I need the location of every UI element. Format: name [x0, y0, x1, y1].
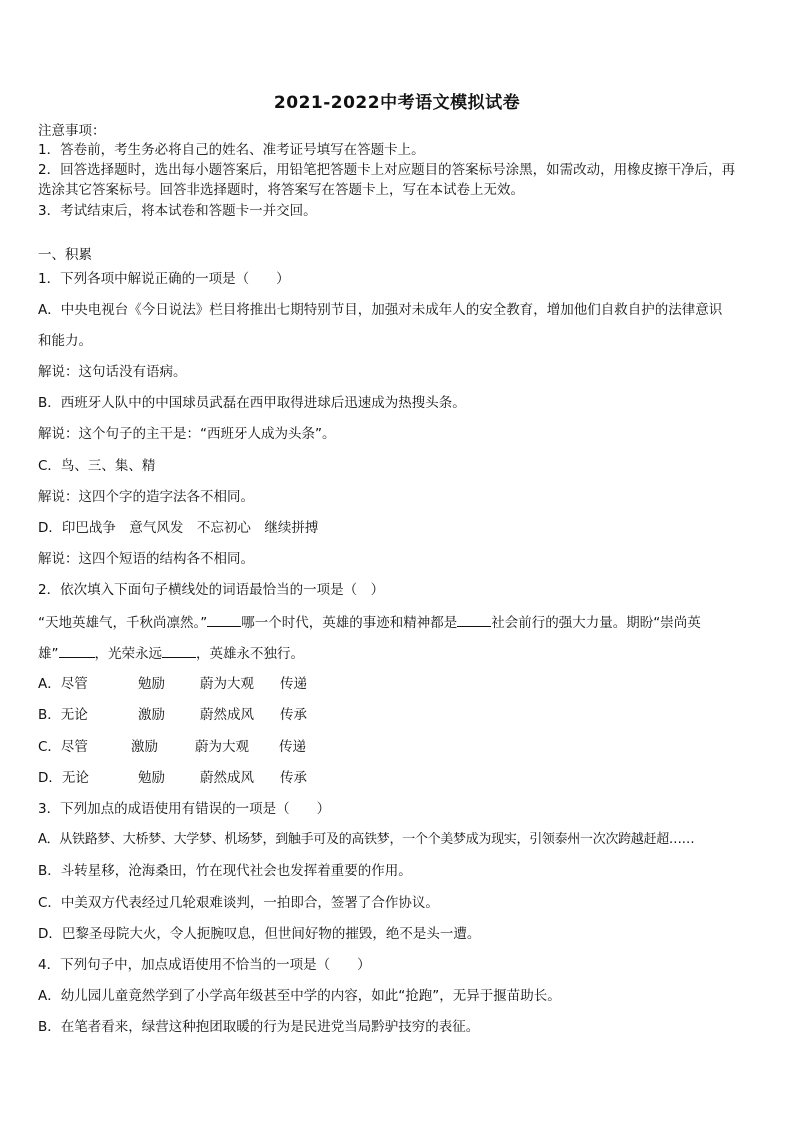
q2-text-part: 社会前行的强大力量。期盼“崇尚英: [491, 615, 701, 631]
q1-option-a-explanation: 解说：这句话没有语病。: [38, 364, 187, 380]
notice-item-2: 2．回答选择题时，选出每小题答案后，用铅笔把答题卡上对应题目的答案标号涂黑，如需改动，用橡皮擦干净后，再: [38, 162, 736, 178]
q2-text-part: ，英雄永不独行。: [196, 646, 304, 662]
section-heading: 一、积累: [38, 247, 92, 263]
q2-option-b: [38, 705, 760, 725]
q3-option-c: C．中美双方代表经过几轮艰难谈判，一拍即合，签署了合作协议。: [38, 895, 439, 911]
q1-option-b: B．西班牙人队中的中国球员武磊在西甲取得进球后迅速成为热搜头条。: [38, 395, 466, 411]
q2-text-part: 哪一个时代，英雄的事迹和精神都是: [241, 615, 458, 631]
q1-option-a-cont: 和能力。: [38, 333, 92, 349]
q2-blank-3: [59, 643, 95, 658]
q1-stem: 1．下列各项中解说正确的一项是（ ）: [38, 271, 290, 287]
option-word: 传承: [280, 707, 307, 723]
q1-option-d-explanation: 解说：这四个短语的结构各不相同。: [38, 551, 254, 567]
q2-option-a: [38, 674, 760, 694]
notice-heading: 注意事项：: [38, 123, 106, 139]
q2-option-d: [38, 768, 760, 788]
option-word: 蔚为大观: [200, 676, 254, 692]
page-title: 2021-2022中考语文模拟试卷: [273, 93, 521, 113]
option-word: 传递: [280, 676, 307, 692]
notice-item-1: 1．答卷前，考生务必将自己的姓名、准考证号填写在答题卡上。: [38, 142, 425, 158]
q2-blank-1: [207, 612, 241, 627]
q2-text-part: 雄”: [38, 646, 59, 662]
option-word: 激励: [138, 707, 165, 723]
q2-passage-line-1: [38, 612, 760, 633]
q2-blank-4: [162, 643, 196, 658]
q3-option-d: D．巴黎圣母院大火，令人扼腕叹息，但世间好物的摧毁，绝不是头一遭。: [38, 926, 481, 942]
q3-option-b: B．斗转星移，沧海桑田，竹在现代社会也发挥着重要的作用。: [38, 863, 412, 879]
option-word: 传承: [280, 770, 307, 786]
q4-stem: 4．下列句子中，加点成语使用不恰当的一项是（ ）: [38, 957, 371, 973]
option-word: 激励: [131, 739, 158, 755]
option-word: 蔚然成风: [200, 770, 254, 786]
q1-option-c: C．鸟、三、集、精: [38, 458, 156, 474]
q1-option-c-explanation: 解说：这四个字的造字法各不相同。: [38, 489, 254, 505]
q2-blank-2: [457, 612, 491, 627]
q4-option-b: B．在笔者看来，绿营这种抱团取暖的行为是民进党当局黔驴技穷的表征。: [38, 1019, 480, 1035]
option-label: B．无论: [38, 707, 88, 723]
q1-option-d: D．印巴战争 意气风发 不忘初心 继续拼搏: [38, 520, 319, 536]
notice-item-3: 3．考试结束后，将本试卷和答题卡一并交回。: [38, 203, 317, 219]
option-label: D．无论: [38, 770, 89, 786]
option-word: 勉励: [138, 676, 165, 692]
option-label: A．尽管: [38, 676, 88, 692]
option-word: 勉励: [138, 770, 165, 786]
q1-option-a: A．中央电视台《今日说法》栏目将推出七期特别节目，加强对未成年人的安全教育，增加他们自救自护的法律意识: [38, 302, 723, 318]
q3-stem: 3．下列加点的成语使用有错误的一项是（ ）: [38, 801, 331, 817]
q2-option-c: [38, 737, 760, 757]
q3-option-a: A．从铁路梦、大桥梦、大学梦、机场梦，到触手可及的高铁梦，一个个美梦成为现实，引领泰州一次次跨越赶超……: [38, 832, 695, 847]
option-word: 蔚然成风: [200, 707, 254, 723]
option-word: 传递: [279, 739, 306, 755]
q1-option-b-explanation: 解说：这个句子的主干是：“西班牙人成为头条”。: [38, 426, 336, 442]
option-label: C．尽管: [38, 739, 88, 755]
q2-passage-line-2: [38, 643, 760, 664]
q2-stem: 2．依次填入下面句子横线处的词语最恰当的一项是（ ）: [38, 582, 385, 598]
q4-option-a: A．幼儿园儿童竟然学到了小学高年级甚至中学的内容，如此“抢跑”，无异于揠苗助长。: [38, 988, 561, 1004]
q2-text-part: ，光荣永远: [94, 646, 162, 662]
option-word: 蔚为大观: [195, 739, 249, 755]
q2-text-part: “天地英雄气，千秋尚凛然。”: [38, 615, 208, 631]
notice-item-2-cont: 选涂其它答案标号。回答非选择题时，将答案写在答题卡上，写在本试卷上无效。: [38, 182, 524, 198]
